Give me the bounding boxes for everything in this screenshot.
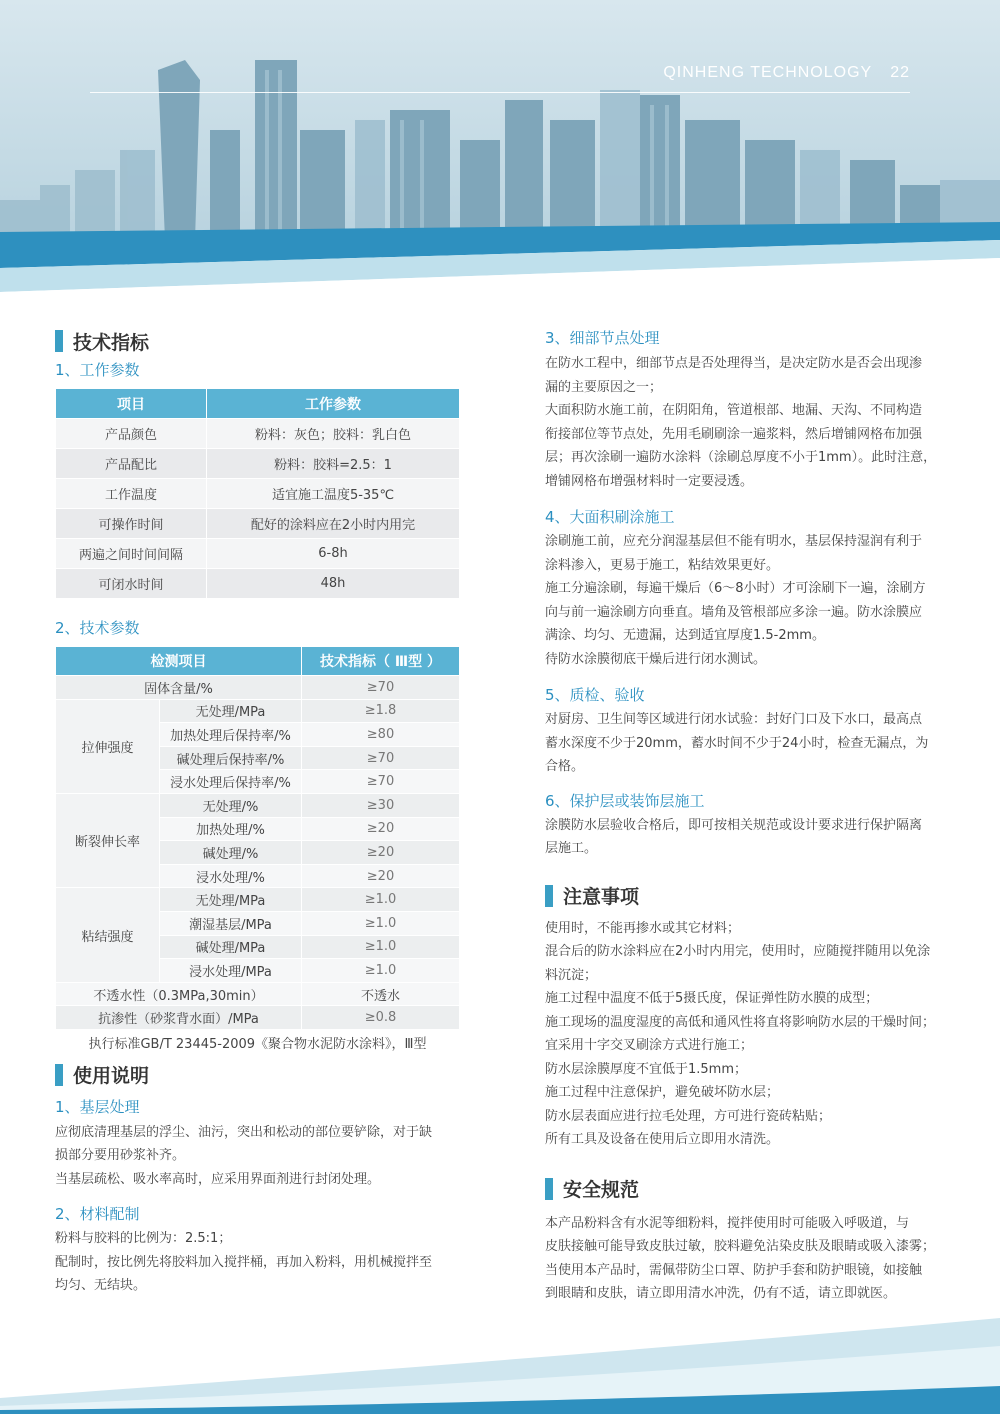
protect-subtitle: 6、保护层或装饰层施工	[545, 791, 705, 810]
right-column	[545, 328, 950, 1306]
brand-header	[663, 64, 910, 82]
table-row: 潮湿基层/MPa ≥1.0	[56, 911, 460, 935]
left-column	[55, 328, 460, 1298]
safety-text: 本产品粉料含有水泥等细粉料，搅拌使用时可能吸入呼吸道，与 皮肤接触可能导致皮肤过敏，胶料避免沾染皮肤及眼睛或吸入漆雾； 当使用本产品时，需佩带防尘口罩、防护手套和防护眼镜，如接触 到眼睛和皮肤，请立即用清水冲洗，仍有不适，请立即就医。	[545, 1215, 936, 1301]
table-header-item: 项目	[56, 389, 207, 419]
table-row: 浸水处理/MPa ≥1.0	[56, 959, 460, 983]
notes-text: 使用时，不能再掺水或其它材料； 混合后的防水涂料应在2小时内用完，使用时，应随搅拌随用以免涂 料沉淀； 施工过程中温度不低于5摄氏度，保证弹性防水膜的成型； 施工现场的温度湿度的高低和通风性将直将影响防水层的干燥时间； 宜采用十字交叉刷涂方式进行施工； 防水层涂膜厚度不宜低于1.5mm； 施工过程中注意保护，避免破坏防水层； 防水层表面应进行拉毛处理，方可进行瓷砖粘贴； 所有工具及设备在使用后立即用水清洗。	[545, 920, 936, 1147]
heading-bar	[55, 330, 63, 352]
table-row: 产品颜色 粉料：灰色；胶料：乳白色	[56, 419, 460, 449]
detail-text: 在防水工程中，细部节点是否处理得当，是决定防水是否会出现渗 漏的主要原因之一； 大面积防水施工前，在阴阳角，管道根部、地漏、天沟、不同构造 衔接部位等节点处，先用毛刷刷涂一遍浆料，然后增铺网格布加强 层；再次涂刷一遍防水涂料（涂刷总厚度不小于1mm）。此时注意， 增铺网格布增强材料时一定要浸透。	[545, 356, 937, 489]
table-row: 产品配比 粉料：胶料=2.5：1	[56, 449, 460, 479]
work-params-subtitle: 1、工作参数	[55, 361, 140, 379]
table-row: 拉伸强度 无处理/MPa ≥1.8	[56, 699, 460, 723]
table-row: 碱处理/% ≥20	[56, 841, 460, 865]
table-header-spec: 技术指标（ Ⅲ型 ）	[302, 647, 460, 676]
header-banner	[0, 0, 1000, 320]
table-row: 工作温度 适宜施工温度5-35℃	[56, 479, 460, 509]
table-header-params: 工作参数	[207, 389, 460, 419]
quality-text: 对厨房、卫生间等区域进行闭水试验：封好门口及下水口，最高点 蓄水深度不少于20mm，蓄水时间不少于24小时，检查无漏点，为 合格。	[545, 712, 929, 774]
table-row: 浸水处理后保持率/% ≥70	[56, 770, 460, 794]
brush-text: 涂刷施工前，应充分润湿基层但不能有明水，基层保持湿润有利于 涂料渗入，更易于施工，粘结效果更好。 施工分遍涂刷，每遍干燥后（6～8小时）才可涂刷下一遍，涂刷方 向与前一遍涂刷方向垂直。墙角及管根部应多涂一遍。防水涂膜应 满涂、均匀、无遗漏，达到适宜厚度1.5-2mm。 待防水涂膜彻底干燥后进行闭水测试。	[545, 534, 926, 667]
footer-wave	[0, 1310, 1000, 1414]
table-row: 碱处理后保持率/% ≥70	[56, 746, 460, 770]
table-row: 加热处理后保持率/% ≥80	[56, 723, 460, 747]
quality-subtitle: 5、质检、验收	[545, 686, 645, 704]
page-number: 22	[890, 64, 910, 81]
base-text: 应彻底清理基层的浮尘、油污，突出和松动的部位要铲除，对于缺 损部分要用砂浆补齐。 当基层疏松、吸水率高时，应采用界面剂进行封闭处理。	[55, 1124, 433, 1187]
base-subtitle: 1、基层处理	[55, 1097, 140, 1116]
mix-text: 粉料与胶料的比例为：2.5:1； 配制时，按比例先将胶料加入搅拌桶，再加入粉料，用机械搅拌至 均匀、无结块。	[55, 1231, 433, 1294]
city-skyline-illustration	[0, 0, 1000, 320]
detail-subtitle: 3、细部节点处理	[545, 329, 660, 347]
standard-note: 执行标准GB/T 23445-2009《聚合物水泥防水涂料》，Ⅲ型	[88, 1036, 427, 1052]
table-row: 碱处理/MPa ≥1.0	[56, 935, 460, 959]
header-divider	[90, 92, 910, 93]
tech-specs-heading: 技术指标	[55, 328, 460, 354]
heading-bar	[55, 1064, 63, 1086]
table-row: 可闭水时间 48h	[56, 569, 460, 599]
usage-heading: 使用说明	[55, 1062, 460, 1088]
notes-heading: 注意事项	[545, 883, 950, 909]
table-row: 不透水性（0.3MPa,30min） 不透水	[56, 982, 460, 1006]
tech-params-table	[55, 646, 460, 1030]
tech-params-subtitle: 2、技术参数	[55, 619, 140, 637]
heading-bar	[545, 1178, 553, 1200]
brand-name: QINHENG TECHNOLOGY	[663, 64, 873, 81]
work-params-table	[55, 388, 460, 599]
table-row: 断裂伸长率 无处理/% ≥30	[56, 793, 460, 817]
table-row: 加热处理/% ≥20	[56, 817, 460, 841]
safety-heading: 安全规范	[545, 1176, 950, 1202]
mix-subtitle: 2、材料配制	[55, 1205, 140, 1224]
table-row: 浸水处理/% ≥20	[56, 864, 460, 888]
protect-text: 涂膜防水层验收合格后，即可按相关规范或设计要求进行保护隔离 层施工。	[545, 817, 923, 856]
table-row: 可操作时间 配好的涂料应在2小时内用完	[56, 509, 460, 539]
table-row: 粘结强度 无处理/MPa ≥1.0	[56, 888, 460, 912]
table-row: 抗渗性（砂浆背水面）/MPa ≥0.8	[56, 1006, 460, 1030]
footer-wave-graphic	[0, 1310, 1000, 1414]
table-row: 固体含量/% ≥70	[56, 676, 460, 700]
table-row: 两遍之间时间间隔 6-8h	[56, 539, 460, 569]
brush-subtitle: 4、大面积刷涂施工	[545, 508, 675, 526]
heading-bar	[545, 885, 553, 907]
table-header-test-item: 检测项目	[56, 647, 302, 676]
